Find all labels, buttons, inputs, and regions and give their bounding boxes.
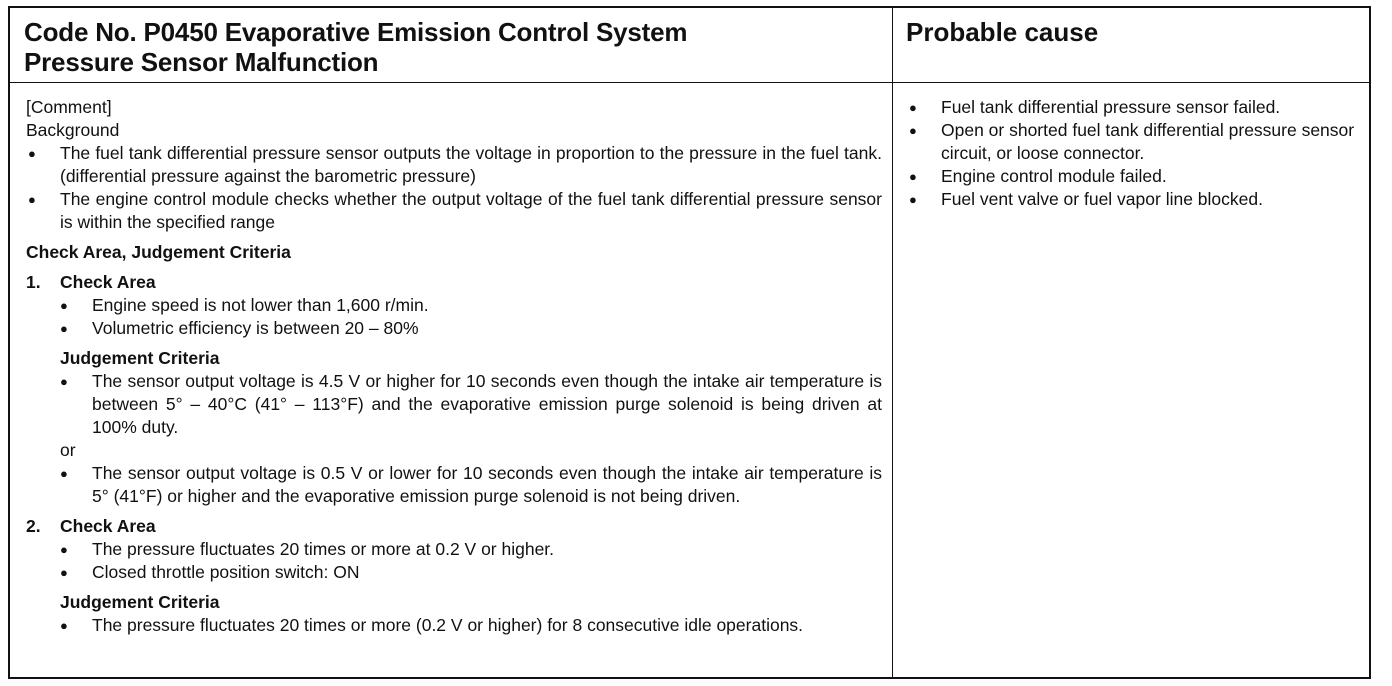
section1-judgement-item: ● The sensor output voltage is 4.5 V or higher for 10 seconds even though the intake air temperature is between 5° – 40°C (41° – 113°F) and the evaporative emission purge solenoid is being driven at 100% duty. — [26, 370, 882, 439]
section2-judgement-item: ● The pressure fluctuates 20 times or more (0.2 V or higher) for 8 consecutive idle operations. — [26, 614, 882, 637]
section2-number: 2. — [26, 516, 41, 536]
section2-judgement-label: Judgement Criteria — [60, 592, 220, 612]
section2-check-item: ● The pressure fluctuates 20 times or more at 0.2 V or higher. — [26, 538, 882, 561]
section2-check-area-label: Check Area — [60, 516, 156, 536]
code-title — [24, 17, 884, 77]
code-title-line2: Pressure Sensor Malfunction — [24, 47, 379, 77]
probable-cause-item: ● Fuel tank differential pressure sensor failed. — [907, 96, 1367, 119]
check-heading: Check Area, Judgement Criteria — [26, 242, 291, 262]
header-divider — [10, 82, 1369, 83]
probable-cause-title: Probable cause — [906, 17, 1099, 47]
column-divider — [892, 8, 893, 677]
section1-number: 1. — [26, 272, 41, 292]
probable-cause-item: ● Open or shorted fuel tank differential pressure sensor circuit, or loose connector. — [907, 119, 1367, 165]
probable-cause-item: ● Fuel vent valve or fuel vapor line blocked. — [907, 188, 1367, 211]
section2-check-area — [26, 515, 882, 538]
section1-judgement-item: ● The sensor output voltage is 0.5 V or lower for 10 seconds even though the intake air temperature is 5° (41°F) or higher and the evaporative emission purge solenoid is not being driven. — [26, 462, 882, 508]
code-page — [8, 6, 1371, 679]
section1-check-item: ● Volumetric efficiency is between 20 – 80% — [26, 317, 882, 340]
background-label: Background — [26, 120, 120, 140]
or-label: or — [60, 440, 76, 460]
section2-check-item: ● Closed throttle position switch: ON — [26, 561, 882, 584]
section1-check-area — [26, 271, 882, 294]
section1-judgement-label: Judgement Criteria — [60, 348, 220, 368]
section1-check-item: ● Engine speed is not lower than 1,600 r/min. — [26, 294, 882, 317]
probable-cause-column — [907, 96, 1367, 211]
background-bullet: ● The fuel tank differential pressure sensor outputs the voltage in proportion to the pressure in the fuel tank. (differential pressure against the barometric pressure) — [26, 142, 882, 188]
section1-check-area-label: Check Area — [60, 272, 156, 292]
comment-label: [Comment] — [26, 97, 112, 117]
background-bullet: ● The engine control module checks whether the output voltage of the fuel tank differential pressure sensor is within the specified range — [26, 188, 882, 234]
code-title-line1: Code No. P0450 Evaporative Emission Control System — [24, 17, 688, 47]
comment-column — [26, 96, 882, 637]
probable-cause-item: ● Engine control module failed. — [907, 165, 1367, 188]
